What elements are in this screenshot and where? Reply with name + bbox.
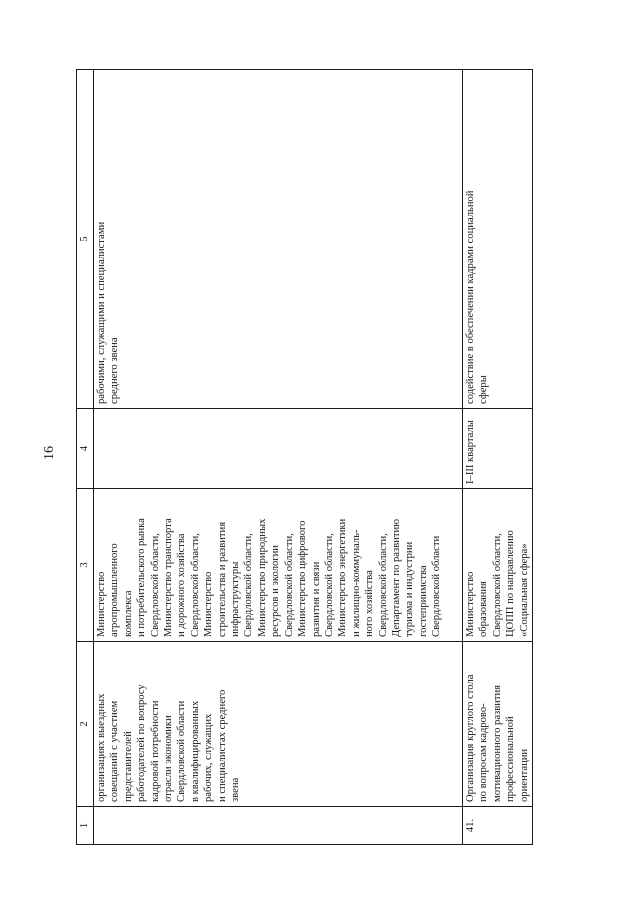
deadline-text: I–III кварталы <box>465 420 476 484</box>
deadline-cell <box>463 409 533 489</box>
row-number <box>94 807 463 845</box>
header-col-4: 4 <box>77 409 94 489</box>
executors-text: Министерство агропромышленного комплекса и потребительского рынка Свердловской области, Министерство транспорта и дорожного хозяйства Свердловской области, Министерство строительства и развития инфраструктуры Свердловской области, Министерство природных ресурсов и экологии Свердловской области, Министерство цифрового развития и связи Свердловской области, Министерство энергетики и жилищно-коммуналь- ного хозяйства Свердловской области, Департамент по развитию туризма и индустрии гостеприимства Свердловской области <box>96 518 443 637</box>
header-col-2: 2 <box>77 642 94 807</box>
row-number: 41. <box>463 807 533 845</box>
header-col-5: 5 <box>77 70 94 409</box>
header-col-3: 3 <box>77 489 94 642</box>
table-row <box>463 70 533 845</box>
executors-cell <box>94 489 463 642</box>
result-cell <box>463 70 533 409</box>
page-number: 16 <box>42 446 57 460</box>
event-text: организациях выездных совещаний с участием представителей работодателей по вопросу кадровой потребности отрасли экономики Свердловской области в квалифицированных рабочих, служащих и специалистах среднего звена <box>96 684 242 802</box>
result-text: содействие в обеспечении кадрами социальной сферы <box>465 190 490 404</box>
table-header-row <box>77 70 94 845</box>
result-text: рабочими, служащими и специалистами среднего звена <box>96 221 121 404</box>
event-text: Организация круглого стола по вопросам кадрово- мотивационного развития профессиональной ориентации <box>465 674 530 802</box>
deadline-cell <box>94 409 463 489</box>
executors-cell <box>463 489 533 642</box>
rotated-page <box>76 70 530 845</box>
result-cell <box>94 70 463 409</box>
event-plan-table <box>76 69 533 845</box>
executors-text: Министерство образования Свердловской области, ЦОПП по направлению «Социальная сфера» <box>465 530 530 637</box>
header-col-1: 1 <box>77 807 94 845</box>
event-cell <box>463 642 533 807</box>
table-row <box>94 70 463 845</box>
event-cell <box>94 642 463 807</box>
